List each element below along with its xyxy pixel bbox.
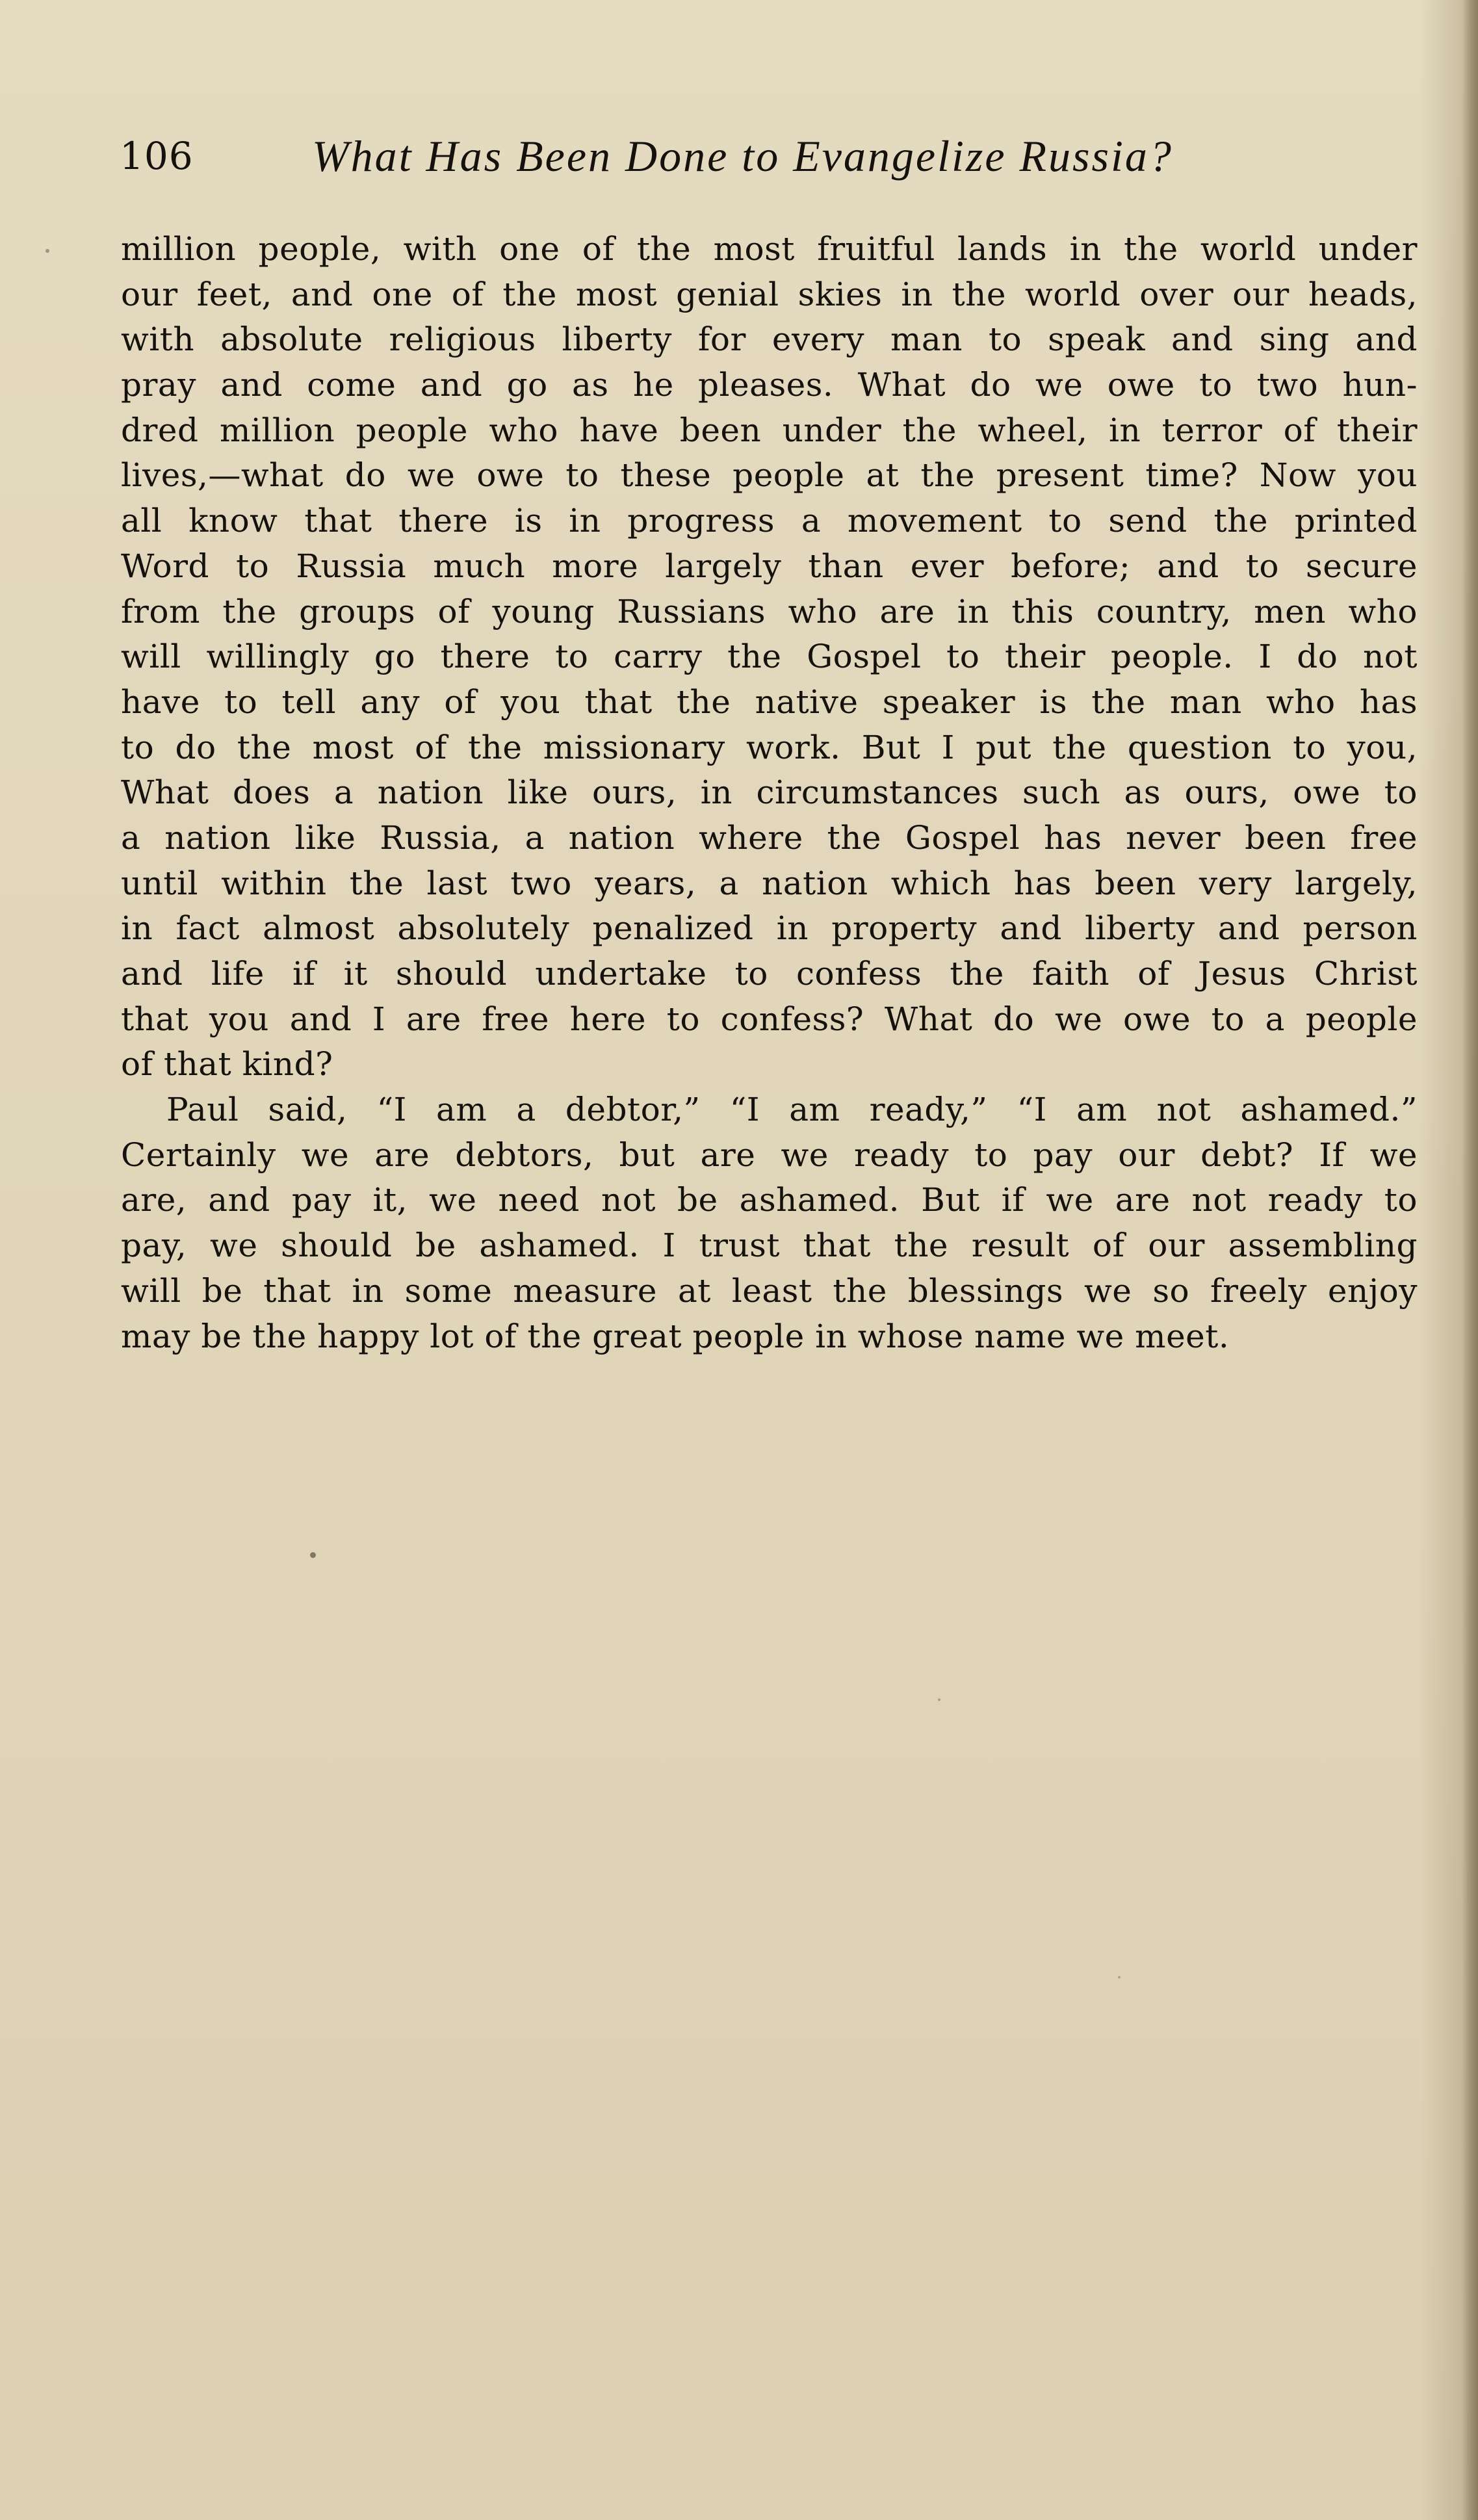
body-text — [121, 227, 1418, 1359]
page-number: 106 — [120, 134, 194, 178]
text-line: will willingly go there to carry the Gospel to their people. I do not — [121, 638, 1418, 676]
paper-speck — [1118, 1976, 1121, 1979]
text-line: from the groups of young Russians who are in this country, men who — [121, 592, 1418, 630]
text-line: What does a nation like ours, in circumstances such as ours, owe to — [121, 773, 1418, 812]
paper-speck — [310, 1552, 316, 1558]
text-line: are, and pay it, we need not be ashamed. But if we are not ready to — [121, 1181, 1418, 1219]
text-line: dred million people who have been under the wheel, in terror of their — [121, 411, 1418, 449]
text-line: until within the last two years, a nation which has been very largely, — [121, 864, 1418, 902]
text-line: have to tell any of you that the native speaker is the man who has — [121, 682, 1418, 721]
paper-speck — [45, 249, 49, 253]
text-line: and life if it should undertake to confess the faith of Jesus Christ — [121, 955, 1418, 993]
text-line: Certainly we are debtors, but are we ready to pay our debt? If we — [121, 1136, 1418, 1174]
text-line: that you and I are free here to confess? What do we owe to a people — [121, 1000, 1418, 1038]
text-line: million people, with one of the most fruitful lands in the world under — [121, 230, 1418, 268]
paper-speck — [938, 1698, 940, 1701]
text-line: a nation like Russia, a nation where the Gospel has never been free — [121, 818, 1418, 857]
text-line: our feet, and one of the most genial skies in the world over our heads, — [121, 275, 1418, 313]
text-line: lives,—what do we owe to these people at the present time? Now you — [121, 456, 1418, 495]
running-title: What Has Been Done to Evangelize Russia? — [312, 131, 1173, 181]
text-line: with absolute religious liberty for every man to speak and sing and — [121, 320, 1418, 359]
text-line: in fact almost absolutely penalized in property and liberty and person — [121, 909, 1418, 948]
text-line: pay, we should be ashamed. I trust that the result of our assembling — [121, 1227, 1418, 1265]
text-line: pray and come and go as he pleases. What do we owe to two hun- — [121, 366, 1418, 404]
running-head — [120, 130, 1355, 182]
text-line: may be the happy lot of the great people in whose name we meet. — [121, 1317, 1230, 1355]
text-line: to do the most of the missionary work. But I put the question to you, — [121, 728, 1418, 766]
text-line: of that kind? — [121, 1045, 333, 1084]
page-edge-shadow — [1461, 0, 1478, 2520]
text-line: Word to Russia much more largely than ever before; and to secure — [121, 547, 1418, 585]
text-line: all know that there is in progress a movement to send the printed — [121, 502, 1418, 540]
text-line: will be that in some measure at least the blessings we so freely enjoy — [121, 1271, 1418, 1310]
text-line: Paul said, “I am a debtor,” “I am ready,” “I am not ashamed.” — [166, 1091, 1418, 1129]
